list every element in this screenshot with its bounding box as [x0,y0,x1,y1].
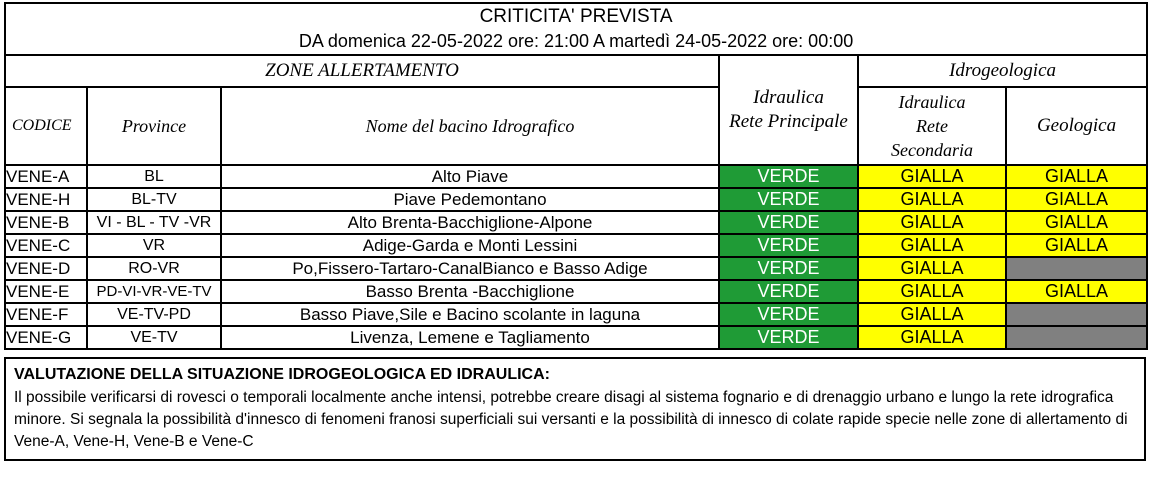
row-province: BL-TV [87,188,221,211]
row-geologica: GIALLA [1006,165,1147,188]
col-header-idraulica-secondaria [858,87,1006,165]
row-idraulica-principale: VERDE [719,257,858,280]
row-geologica: GIALLA [1006,211,1147,234]
row-idraulica-secondaria: GIALLA [858,257,1006,280]
row-bacino: Livenza, Lemene e Tagliamento [221,326,719,349]
row-province: BL [87,165,221,188]
row-geologica [1006,257,1147,280]
row-codice: VENE-A [5,165,87,188]
row-province: VE-TV [87,326,221,349]
table-row [5,257,1147,280]
row-idraulica-principale: VERDE [719,188,858,211]
col-header-geologica: Geologica [1006,87,1147,165]
row-province: VE-TV-PD [87,303,221,326]
row-codice: VENE-E [5,280,87,303]
table-row [5,188,1147,211]
evaluation-note-body: Il possibile verificarsi di rovesci o temporali localmente anche intensi, potrebbe creare disagi al sistema fognario e di drenaggio urbano e lungo la rete idrografica minore. Si segnala la possibilità d'innesco di fenomeni franosi superficiali sui versanti e la possibilità di innesco di colate rapide specie nelle zone di allertamento di Vene-A, Vene-H, Vene-B e Vene-C [14,389,1128,450]
row-idraulica-secondaria: GIALLA [858,211,1006,234]
row-bacino: Piave Pedemontano [221,188,719,211]
col-header-bacino: Nome del bacino Idrografico [221,87,719,165]
row-idraulica-secondaria: GIALLA [858,303,1006,326]
row-bacino: Po,Fissero-Tartaro-CanalBianco e Basso Adige [221,257,719,280]
col-header-idraulica-secondaria-line3: Secondaria [891,140,973,160]
row-codice: VENE-C [5,234,87,257]
table-row [5,280,1147,303]
table-row [5,326,1147,349]
evaluation-note-title: VALUTAZIONE DELLA SITUAZIONE IDROGEOLOGICA ED IDRAULICA: [14,366,550,383]
row-bacino: Basso Piave,Sile e Bacino scolante in laguna [221,303,719,326]
table-row [5,234,1147,257]
row-idraulica-principale: VERDE [719,280,858,303]
row-province: VR [87,234,221,257]
group-header-zone: ZONE ALLERTAMENTO [5,55,719,87]
col-header-idraulica-secondaria-line1: Idraulica [898,92,966,112]
group-header-row [5,55,1147,87]
evaluation-note-box [4,357,1146,461]
row-geologica: GIALLA [1006,280,1147,303]
row-geologica [1006,303,1147,326]
table-row [5,303,1147,326]
criticality-table [4,2,1148,350]
row-province: VI - BL - TV -VR [87,211,221,234]
row-province: PD-VI-VR-VE-TV [87,280,221,303]
row-codice: VENE-B [5,211,87,234]
col-header-province: Province [87,87,221,165]
row-idraulica-principale: VERDE [719,211,858,234]
col-header-idraulica-principale-line1: Idraulica [753,87,824,108]
row-bacino: Alto Piave [221,165,719,188]
row-idraulica-secondaria: GIALLA [858,326,1006,349]
row-idraulica-secondaria: GIALLA [858,280,1006,303]
col-header-idraulica-secondaria-line2: Rete [916,116,948,136]
row-idraulica-principale: VERDE [719,165,858,188]
row-geologica: GIALLA [1006,188,1147,211]
row-idraulica-principale: VERDE [719,303,858,326]
row-geologica [1006,326,1147,349]
col-header-idraulica-principale [719,55,858,165]
row-idraulica-secondaria: GIALLA [858,234,1006,257]
page-title: CRITICITA' PREVISTA [479,6,673,27]
row-codice: VENE-H [5,188,87,211]
validity-period: DA domenica 22-05-2022 ore: 21:00 A martedì 24-05-2022 ore: 00:00 [298,31,854,51]
row-idraulica-secondaria: GIALLA [858,165,1006,188]
table-row [5,211,1147,234]
col-header-idraulica-principale-line2: Rete Principale [729,111,848,132]
row-province: RO-VR [87,257,221,280]
row-geologica: GIALLA [1006,234,1147,257]
row-codice: VENE-G [5,326,87,349]
title-block [5,3,1147,55]
table-title-row [5,3,1147,55]
group-header-idrogeologica: Idrogeologica [858,55,1147,87]
col-header-codice: CODICE [5,87,87,165]
row-bacino: Alto Brenta-Bacchiglione-Alpone [221,211,719,234]
row-codice: VENE-F [5,303,87,326]
row-idraulica-secondaria: GIALLA [858,188,1006,211]
row-codice: VENE-D [5,257,87,280]
row-idraulica-principale: VERDE [719,234,858,257]
row-bacino: Basso Brenta -Bacchiglione [221,280,719,303]
row-idraulica-principale: VERDE [719,326,858,349]
row-bacino: Adige-Garda e Monti Lessini [221,234,719,257]
column-header-row [5,87,1147,165]
table-row [5,165,1147,188]
